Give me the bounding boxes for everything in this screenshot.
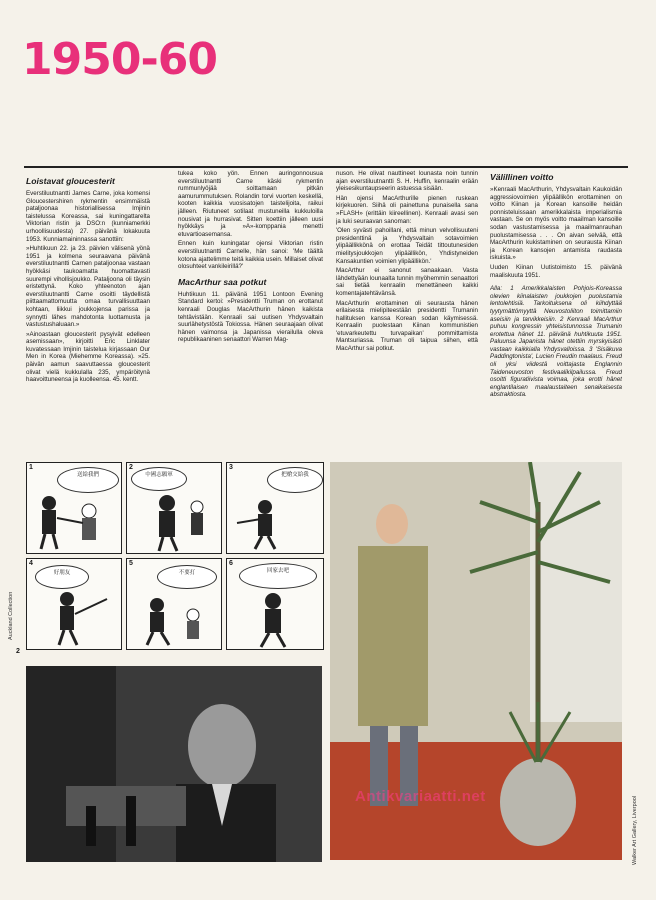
heading-valillinen: Välillinen voitto <box>490 172 554 182</box>
comic-panel <box>226 462 324 554</box>
paragraph: »Ainoastaan gloucesterit pysyivät edelleen asemissaan», kirjoitti Eric Linklater kuvatessaan Imjinin taistelua kirjassaan Our Men in Korea (Miehemme Koreassa). »25. päivän aamun saavuttaessa gloucesterit olivat vielä kukkulalla 235, ympäröitynä haavoittuneensa ja kuolleensa. 45. kentt. <box>26 330 150 384</box>
page-title: 1950-60 <box>22 34 217 85</box>
panel-number: 3 <box>229 464 233 471</box>
paragraph: »Kenraali MacArthurin, Yhdysvaltain Kaukoidän aggressiovoimien ylipäällikön erottaminen on voitto Kiinan ja Korean kansoille heidän ponnisteluissaan amerikkalaista imperialismia vastaan. Se on myös voitto maailman kansoille sodan vastustamisessa ja maailmanrauhan puolustamisessa . . . On aivan selvää, että MacArthurin kukistaminen on seurausta Kiinan ja Korean kansojen antamista raudasta iskuista.» <box>490 186 622 262</box>
speech-bubble: 把槍交給我 <box>267 467 323 493</box>
speech-bubble: 中國志願軍 <box>131 467 187 491</box>
macarthur-photo-icon <box>26 666 322 862</box>
panel-number: 1 <box>29 464 33 471</box>
speech-bubble: 不要打 <box>157 565 217 589</box>
heading-gloucesterit: Loistavat gloucesterit <box>26 176 115 186</box>
soldier-figure-icon <box>227 559 323 649</box>
comic-panel <box>26 462 122 554</box>
comic-strip <box>26 462 322 650</box>
paragraph: Hän ojensi MacArthurille pienen ruskean kirjekuoren. Siihä oli painettuna punaisella sana »FLASH» (erittäin kiireellinen). Kenraali avasi sen ja luki seuraavan sanoman: <box>336 194 478 225</box>
paragraph: Huhtikuun 11. päivänä 1951 Lontoon Evening Standard kertoi: »Presidentti Truman on erottanut kenraali Douglas MacArthurin hänen kaikista tehtävistään. Kenraali sai uutisen Yhdysvaltain suurlähetystöstä Tokiossa. Hänen seuraajaan olivat hänen vaimonsa ja Japanissa vierailulla oleva republikaaninen senaattori Warren Mag- <box>178 290 323 344</box>
photo-macarthur <box>26 666 322 862</box>
speech-bubble: 送給我們 <box>57 467 119 493</box>
comic-panel <box>226 558 324 650</box>
watermark: Antikvariaatti.net <box>355 788 486 805</box>
speech-bubble: 好朋友 <box>35 565 89 589</box>
paragraph: MacArthur ei sanonut sanaakaan. Vasta lähdettyään lounaalta tunnin myöhemmin senaattori sai tietää kenraalin menettäneen kaikki komentajatehtävänsä. <box>336 267 478 297</box>
paragraph: Ennen kuin kuningatar ojensi Viktorian ristin everstiluutnantti Carnelle, hän sanoi: 'Me täältä kotona ajattelimme teitä kaikkia usein. Millaiset olivat olosuhteet vankileirillä?' <box>178 240 323 271</box>
page-number: 2 <box>16 648 20 655</box>
soldier-figure-icon <box>227 463 323 553</box>
panel-number: 2 <box>129 464 133 471</box>
credit-left: Auckland Collection <box>8 591 14 640</box>
soldier-figure-icon <box>127 463 221 553</box>
column-1 <box>26 176 150 456</box>
comic-panel <box>126 462 222 554</box>
paragraph: Everstiluutnantti James Carne, joka komensi Gloucestershiren rykmentin ensimmäistä pataljoonaa historiallisessa Imjinin taistelussa Koreassa, sai kuningattarelta Viktorian ristin ja DSO:n (kunniamerkki urhoollisuudesta) 27. päivänä lokakuuta 1953. Kunniamaininnassa sanottiin: <box>26 190 150 243</box>
caption: Alla: 1 Amerikkalaisten Pohjois-Koreassa olevien kiinalaisten joukkojen puolustamia lentolehtisiä. Tarkoituksena oli kiihdyttää tyytymättömyyttä Neuvostoliiton toimittamiin aseisiin ja tarvikkeisiin. 2 Kenraali MacArthur puhuu kongressin yhteisistunnossa Trumanin erotettua hänet 11. päivänä huhtikuuta 1951. Paluunsa Japanista hänet otettiin myrskyisästi vastaan kaikkialla Yhdysvalloissa. 3 'Sisäkuva Paddingtonista', Lucien Freudin maalaus. Freud oli yksi viidestä voittajasta Englannin Taideneuvoston festivaalikilpailussa. Freud osoitti figuratiivista voimaa, joka erotti hänet englantilaisen maalaustaiteen senaikaisesta abstraktiosta. <box>490 285 622 399</box>
soldier-figure-icon <box>27 559 121 649</box>
paragraph: »Huhtikuun 22. ja 23. päivien välisenä yönä 1951 ja kolmena seuraavana päivänä everstiluutnantti Carnen pataljoonaa vastaan hyökkäsi taukoamatta huomattavasti suurempi vihollisjoukko. Pataljoona oli täysin eristettynä. Koko yhteenoton ajan everstiluutnantti Carne osoitti täydellistä piittaamattomuutta omaa turvallisuuttaan kohtaan, liikkui joukkojensa parissa ja synnytti lähes mahdotonta luottamusta ja vastustushaluaan.» <box>26 245 150 329</box>
panel-number: 5 <box>129 560 133 567</box>
soldier-figure-icon <box>27 463 121 553</box>
column-4 <box>490 172 622 462</box>
paragraph: MacArthurin erottaminen oli seurausta hänen erilaisesta mielipiteestään presidentti Trumanin hallituksen kanssa Korean sodan käymisessä. Kenraalin puolestaan Kiinan kommunistien 'etuvarkeutettu turvapaikan' pommittamista Mantsuriassa. Truman oli taipua siihen, että MacArthur sai potkut. <box>336 299 478 353</box>
paragraph: tukea koko yön. Ennen auringonnousua everstiluutnantti Carne käski rykmentin rummunlyöjää soittamaan pitkän aamurummutuksen. Rolandin torvi vuorten keskellä, kooten kaikkia vuosisatojen taistelijoita, raikui jälleen. Riutuneet sotilaat mustuneilla kukkuloilla nousivat ja hurrasivat. Sitten koettiin jälleen uusi hyökkäys ja »A»-komppania menetti etuvartioasemansa. <box>178 170 323 238</box>
paragraph: 'Olen syvästi pahoillani, että minun velvollisuuteni presidenttinä ja Yhdysvaltain sotavoimien ylipäällikkönä on erottaa Teidät tittoutunesiden mielitysjoukkojen ylipäällikön, Yhdistyneiden Kansakuntien voimien ylipäällikön.' <box>336 227 478 265</box>
credit-right: Walker Art Gallery, Liverpool <box>632 795 638 865</box>
column-2 <box>178 170 323 456</box>
comic-panel <box>126 558 222 650</box>
soldier-figure-icon <box>127 559 221 649</box>
heading-macarthur: MacArthur saa potkut <box>178 276 267 287</box>
comic-panel <box>26 558 122 650</box>
paragraph: Uuden Kiinan Uutistoimisto 15. päivänä maaliskuuta 1951. <box>490 263 622 279</box>
speech-bubble: 回家去吧 <box>239 563 317 589</box>
panel-number: 4 <box>29 560 33 567</box>
paragraph: nuson. He olivat nauttineet lounasta noin tunnin ajan everstiluutnantti S. H. Huffin, kenraalin erään yleisesikuntaupseerin astuessa sisään. <box>336 170 478 193</box>
header-rule <box>24 166 628 168</box>
column-3 <box>336 170 478 456</box>
panel-number: 6 <box>229 560 233 567</box>
